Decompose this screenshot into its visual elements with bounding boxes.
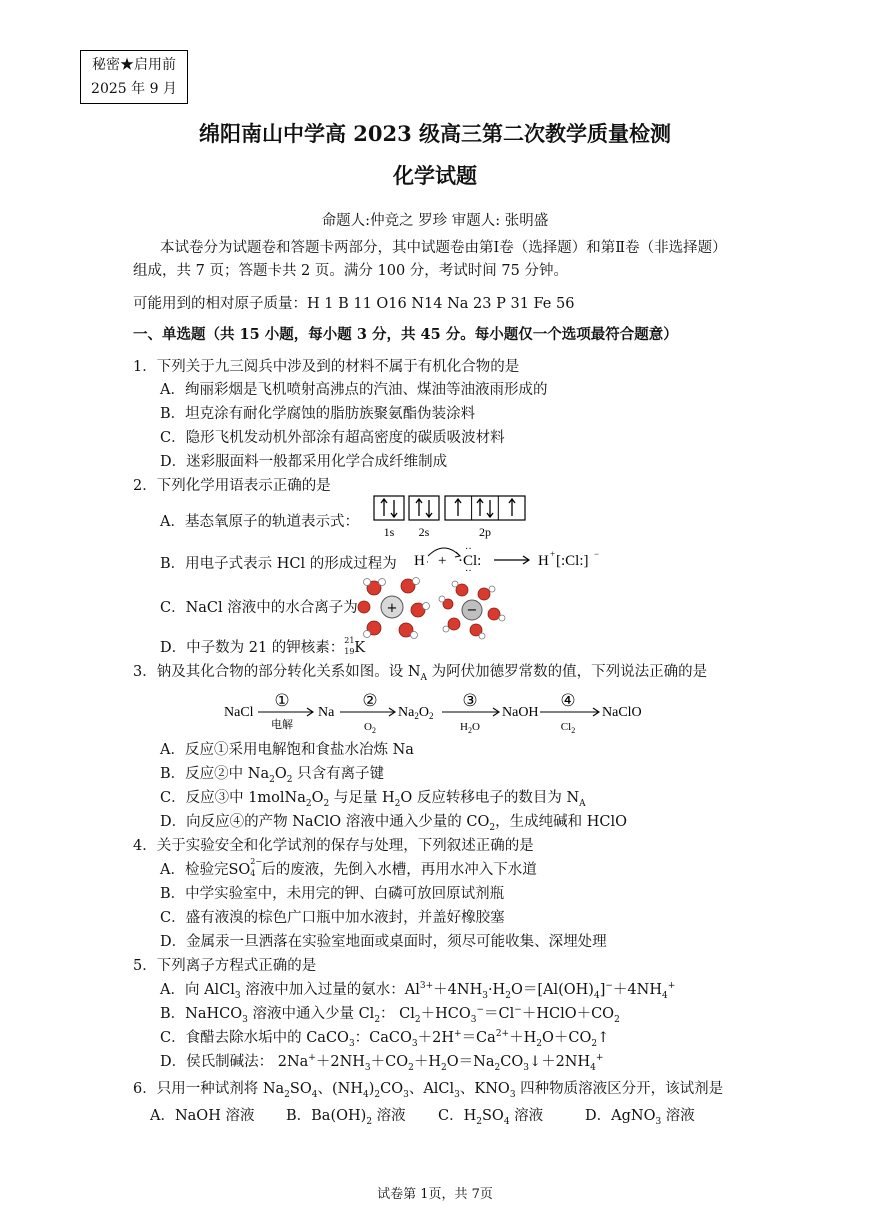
svg-text:H: H: [414, 553, 425, 569]
q5-option-b: B．NaHCO$_3$ 溶液中通入少量 $Cl_2$： $Cl_2+HCO_3^-=Cl^-+HClO+CO_2$: [160, 1005, 620, 1025]
q5-d-4: ＋H: [413, 1054, 442, 1070]
q5-a-3: ＋4NH: [433, 982, 483, 998]
q3-stem-text: 3．钠及其化合物的部分转化关系如图。设 N: [133, 664, 421, 680]
nuclide-mass-number: 21: [344, 636, 355, 645]
q5-d-1: D．侯氏制碱法： 2Na: [160, 1054, 309, 1070]
atomic-masses: 可能用到的相对原子质量：H 1 B 11 O16 N14 Na 23 P 31 Fe 56: [133, 296, 575, 312]
q6-option-a: A．NaOH 溶液: [150, 1108, 255, 1124]
q5-b-6: ＋HClO＋CO: [521, 1006, 615, 1022]
q1-option-d: D．迷彩服面料一般都采用化学合成纤维制成: [160, 454, 448, 470]
nuclide-symbol: K: [354, 640, 366, 656]
orbital-label-2s: 2s: [418, 525, 430, 539]
q4-stem: 4．关于实验安全和化学试剂的保存与处理，下列叙述正确的是: [133, 838, 534, 854]
q5-b-3: ： Cl: [380, 1006, 415, 1022]
q5-c-5: ＋H: [509, 1030, 537, 1046]
q5-option-c: C．食醋去除水垢中的 CaCO$_3$：$CaCO_3+2H^+=Ca^{2+}+H_2O+CO_2↑$: [160, 1029, 610, 1049]
scheme-na2o2: $Na_2O_2$: [398, 705, 434, 721]
svg-text:+: +: [550, 549, 556, 559]
q4-option-d: D．金属汞一旦洒落在实验室地面或桌面时，须尽可能收集、深埋处理: [160, 934, 607, 950]
q3-option-c-text2: O: [311, 790, 324, 806]
q5-a-5: O＝[Al(OH): [510, 982, 594, 998]
q6-c-2: SO: [481, 1108, 504, 1124]
q5-option-d: D．侯氏制碱法： $2Na^++2NH_3+CO_2+H_2O=Na_2CO_3↓+2NH_4^+$: [160, 1053, 604, 1073]
q6-option-d: D．AgNO$_3$ 溶液: [585, 1108, 695, 1127]
confidential-box: [80, 50, 188, 104]
scheme-naclo: NaClO: [602, 705, 642, 720]
q3-stem-sub: A: [420, 672, 428, 683]
q6-c-1: C．H: [438, 1108, 477, 1124]
q6-option-c: C．$H_2SO_4$ 溶液: [438, 1108, 544, 1127]
hcl-electron-formula: [410, 540, 600, 576]
svg-text:·Cl:: ·Cl:: [458, 553, 482, 569]
q3-option-c: C．反应③中 $1molNa_2O_2$ 与足量 $H_2O$ 反应转移电子的数目为 $N_A$: [160, 790, 586, 809]
scheme-step-2: ②: [362, 691, 378, 710]
scheme-cond-3: $H_2O$: [460, 721, 480, 735]
q5-d-5: O＝Na: [446, 1054, 495, 1070]
q5-c-6: O＋CO: [541, 1030, 592, 1046]
svg-text:··: ··: [465, 544, 472, 555]
q5-d-2: ＋2NH: [315, 1054, 365, 1070]
svg-text:·: ·: [426, 557, 429, 567]
q1-option-c: C．隐形飞机发动机外部涂有超高密度的碳质吸波材料: [160, 430, 505, 446]
svg-text:H: H: [538, 553, 549, 569]
q5-a-4: ·H: [487, 982, 506, 998]
q6-b-1: B．Ba(OH): [286, 1108, 367, 1124]
q3-stem-text2: 为阿伏加德罗常数的值，下列说法正确的是: [427, 664, 708, 680]
q4-option-a: A．检验完SO 2− 4 后的废液，先倒入水槽，再用水冲入下水道: [160, 857, 537, 878]
scheme-cond-1: 电解: [271, 719, 293, 731]
conversion-scheme: [220, 686, 660, 735]
q6-stem: 6．只用一种试剂将 $Na_2SO_4$、$(NH_4)_2CO_3$、AlCl$_3$、$KNO_3$ 四种物质溶液区分开，该试剂是: [133, 1081, 724, 1100]
q5-d-3: ＋CO: [370, 1054, 409, 1070]
q6-s-4: ): [368, 1081, 375, 1097]
q3-stem: [133, 660, 707, 681]
q3-option-b-text3: 只含有离子键: [292, 766, 385, 782]
q2-option-d: [160, 636, 365, 657]
q5-stem: 5．下列离子方程式正确的是: [133, 958, 317, 974]
q4-option-a-text2: 后的废液，先倒入水槽，再用水冲入下水道: [261, 862, 537, 878]
scheme-step-3: ③: [462, 691, 478, 710]
q5-a-7: ＋4NH: [612, 982, 662, 998]
q6-s-2: SO: [289, 1081, 312, 1097]
q3-option-b: B．反应②中 $Na_2O_2$ 只含有离子键: [160, 766, 385, 785]
exam-title: 绵阳南山中学高 2023 级高三第二次教学质量检测: [198, 121, 672, 146]
section-heading: 一、单选题（共 15 小题，每小题 3 分，共 45 分。每小题仅一个选项最符合题意）: [133, 326, 678, 343]
scheme-naoh: NaOH: [502, 705, 539, 720]
scheme-cond-2: $O_2$: [364, 721, 376, 735]
q6-s-1: 6．只用一种试剂将 Na: [133, 1081, 285, 1097]
q1-option-b: B．坦克涂有耐化学腐蚀的脂肪族聚氨酯伪装涂料: [160, 406, 476, 422]
q5-b-2: 溶液中通入少量 Cl: [247, 1006, 375, 1022]
q6-s-3: 、(NH: [317, 1081, 363, 1097]
q2-stem: 2．下列化学用语表示正确的是: [133, 478, 331, 494]
q5-c-7: ↑: [597, 1030, 610, 1046]
intro-line2: 组成，共 7 页；答题卡共 2 页。满分 100 分，考试时间 75 分钟。: [133, 263, 568, 279]
q5-d-7: ↓＋2NH: [528, 1054, 591, 1070]
q5-a-2: 溶液中加入过量的氨水：Al: [240, 982, 420, 998]
hydrated-ions-figure: [358, 576, 508, 638]
orbital-label-1s: 1s: [383, 525, 395, 539]
q3-option-d-text: D．向反应④的产物 NaClO 溶液中通入少量的 CO: [160, 814, 490, 830]
q3-option-d: D．向反应④的产物 NaClO 溶液中通入少量的 $CO_2$，生成纯碱和 HClO: [160, 814, 627, 833]
q6-s-6: 、AlCl: [408, 1081, 455, 1097]
q5-c-3: ＋2H: [417, 1030, 455, 1046]
q6-d-2: 溶液: [661, 1108, 695, 1124]
svg-text:+: +: [386, 601, 398, 616]
q2-option-d-text: D．中子数为 21 的钾核素：: [160, 640, 345, 656]
page-footer: 试卷第 1页，共 7页: [377, 1187, 493, 1202]
exam-authors: 命题人:仲竞之 罗珍 审题人: 张明盛: [321, 213, 549, 229]
q4-option-c: C．盛有液溴的棕色广口瓶中加水液封，并盖好橡胶塞: [160, 910, 505, 926]
q6-d-1: D．AgNO: [585, 1108, 656, 1124]
q3-option-b-text2: O: [274, 766, 287, 782]
q3-option-c-text: C．反应③中 1molNa: [160, 790, 306, 806]
q2-option-c: C．NaCl 溶液中的水合离子为: [160, 600, 358, 616]
exam-subtitle: 化学试题: [393, 163, 477, 188]
nuclide-atomic-number: 19: [344, 647, 355, 656]
q3-option-d-text2: ，生成纯碱和 HClO: [495, 814, 627, 830]
q2-option-b: B．用电子式表示 HCl 的形成过程为: [160, 556, 397, 572]
q6-s-7: 、KNO: [459, 1081, 510, 1097]
scheme-na: Na: [318, 705, 335, 720]
q3-option-c-text4: O 反应转移电子的数目为 N: [400, 790, 580, 806]
q3-option-a: A．反应①采用电解饱和食盐水冶炼 Na: [160, 742, 414, 758]
q3-option-c-text3: 与足量 H: [329, 790, 395, 806]
q5-a-6: ]: [599, 982, 606, 998]
svg-text:−: −: [466, 603, 478, 618]
q5-option-a: A．向 AlCl$_3$ 溶液中加入过量的氨水：$Al^{3+}+4NH_3\cdot H_2O=[Al(OH)_4]^-+4NH_4^+$: [160, 981, 676, 1001]
svg-text:··: ··: [465, 566, 472, 577]
svg-text:−: −: [594, 549, 600, 559]
q5-b-5: ＝Cl: [484, 1006, 515, 1022]
scheme-step-4: ④: [560, 691, 576, 710]
q5-c-2: ：CaCO: [354, 1030, 412, 1046]
svg-text:[:Cl:]: [:Cl:]: [556, 553, 589, 569]
q5-b-4: ＋HCO: [420, 1006, 471, 1022]
q3-option-b-text: B．反应②中 Na: [160, 766, 270, 782]
q6-s-5: CO: [380, 1081, 404, 1097]
q4-option-a-text: A．检验完SO: [160, 862, 251, 878]
q6-b-2: 溶液: [372, 1108, 406, 1124]
intro-line1: 本试卷分为试题卷和答题卡两部分，其中试题卷由第Ⅰ卷（选择题）和第Ⅱ卷（非选择题）: [160, 240, 727, 256]
q1-stem: 1．下列关于九三阅兵中涉及到的材料不属于有机化合物的是: [133, 359, 520, 375]
q1-option-a: A．绚丽彩烟是飞机喷射高沸点的汽油、煤油等油液雨形成的: [160, 382, 548, 398]
orbital-label-2p: 2p: [479, 525, 491, 539]
q5-d-6: CO: [500, 1054, 524, 1070]
q6-c-3: 溶液: [509, 1108, 544, 1124]
q5-a-1: A．向 AlCl: [160, 982, 235, 998]
exam-date: 2025 年 9 月: [91, 81, 177, 97]
q6-option-b: B．$Ba(OH)_2$ 溶液: [286, 1108, 406, 1127]
orbital-diagram: [372, 494, 532, 540]
q5-c-1: C．食醋去除水垢中的 CaCO: [160, 1030, 349, 1046]
q4-option-b: B．中学实验室中，未用完的钾、白磷可放回原试剂瓶: [160, 886, 505, 902]
scheme-step-1: ①: [274, 691, 290, 710]
q2-option-a: A．基态氧原子的轨道表示式：: [160, 514, 359, 530]
svg-text:+: +: [438, 553, 447, 569]
confidential-label: 秘密★启用前: [92, 57, 176, 73]
scheme-cond-4: $Cl_2$: [560, 721, 576, 735]
q5-c-4: ＝Ca: [461, 1030, 496, 1046]
scheme-nacl: NaCl: [224, 705, 254, 720]
q6-s-8: 四种物质溶液区分开，该试剂是: [515, 1081, 724, 1097]
q5-b-1: B．NaHCO: [160, 1006, 243, 1022]
